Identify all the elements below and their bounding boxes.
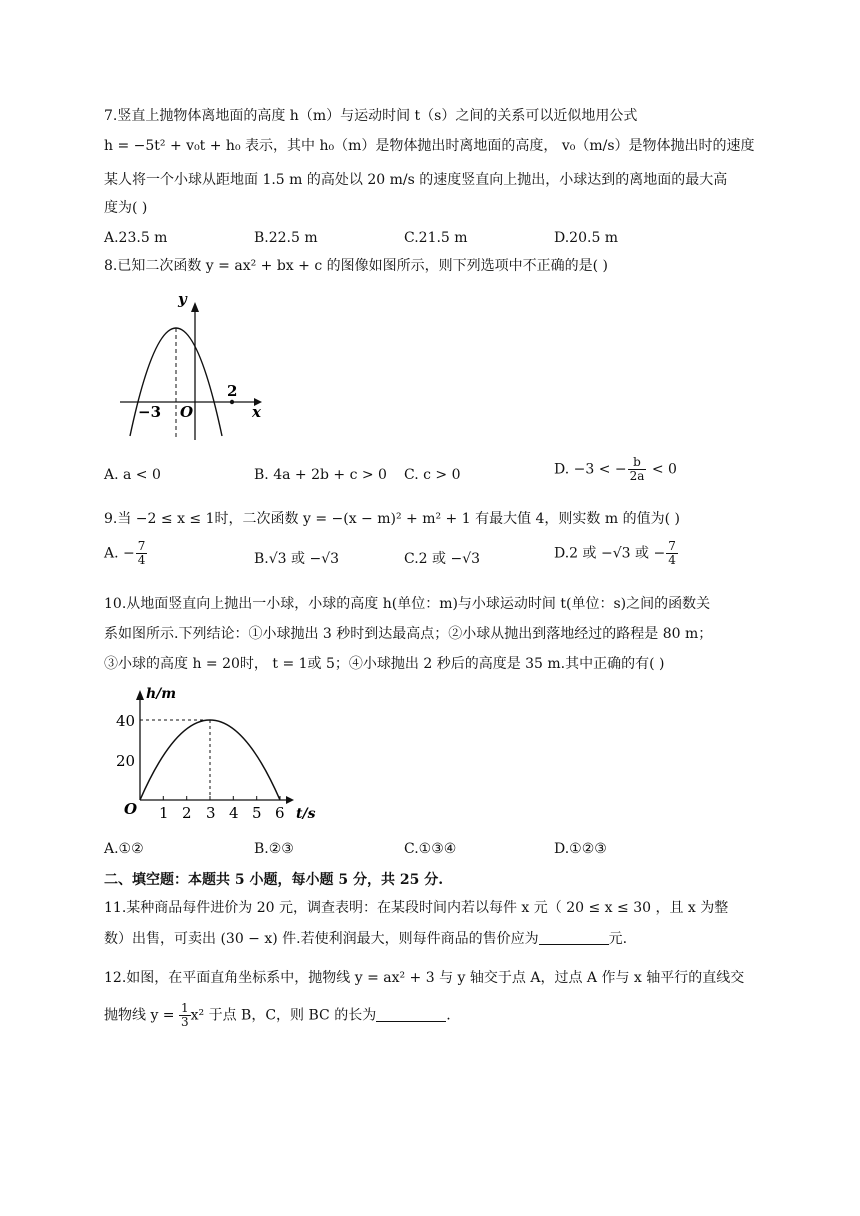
q9-option-a-prefix: A. − xyxy=(104,545,135,562)
q9-option-d-fraction xyxy=(666,540,678,567)
q8-y-arrow-icon xyxy=(191,302,199,312)
q10-t-arrow-icon xyxy=(286,796,294,804)
q11-line2-text: 数）出售，可卖出 (30 − x) 件.若使利润最大，则每件商品的售价应为 xyxy=(104,931,539,947)
q7-option-c: C.21.5 m xyxy=(404,230,468,246)
q8-two-label: 2 xyxy=(227,382,238,400)
q7-option-d: D.20.5 m xyxy=(554,230,619,246)
q8-parabola-graph xyxy=(118,290,278,442)
q9-option-b: B.√3 或 −√3 xyxy=(254,551,340,567)
q12-line2-end: . xyxy=(446,1007,451,1024)
q10-option-a: A.①② xyxy=(104,841,144,857)
q9-option-a-denominator: 4 xyxy=(137,553,146,567)
q10-line2: 系如图所示.下列结论：①小球抛出 3 秒时到达最高点；②小球从抛出到落地经过的路程是 80 m； xyxy=(104,626,713,642)
q10-xtick-6: 6 xyxy=(275,804,285,822)
q10-option-b: B.②③ xyxy=(254,841,294,857)
q8-option-c: C. c > 0 xyxy=(404,467,461,483)
q10-line1: 10.从地面竖直向上抛出一小球，小球的高度 h(单位：m)与小球运动时间 t(单位：s)之间的函数关 xyxy=(104,596,711,612)
q9-option-d-numerator: 7 xyxy=(668,539,676,553)
q8-x-label: x xyxy=(252,403,261,421)
q9-option-a-numerator: 7 xyxy=(137,539,146,553)
q9-option-d-denominator: 4 xyxy=(668,553,676,567)
q7-line4: 度为( ) xyxy=(104,200,148,216)
q9-options xyxy=(104,539,744,572)
q10-h-arrow-icon xyxy=(136,690,144,700)
q8-option-d xyxy=(554,456,677,483)
q7-line1: 7.竖直上抛物体离地面的高度 h（m）与运动时间 t（s）之间的关系可以近似地用公式 xyxy=(104,108,638,124)
q10-t-label: t/s xyxy=(296,806,316,822)
q7-line2: h = −5t² + v₀t + h₀ 表示，其中 h₀（m）是物体抛出时离地面的高度， v₀（m/s）是物体抛出时的速度 xyxy=(104,138,755,154)
q8-option-b: B. 4a + 2b + c > 0 xyxy=(254,467,387,483)
q10-xtick-3: 3 xyxy=(206,804,216,822)
q10-ytick-20: 20 xyxy=(116,752,136,770)
q10-height-time-graph xyxy=(110,684,320,824)
q8-option-d-denominator: 2a xyxy=(629,469,645,483)
q8-option-d-fraction xyxy=(628,456,647,483)
q12-line2-text-a: 抛物线 y = xyxy=(104,1007,179,1024)
q9-option-d xyxy=(554,540,679,567)
q8-y-label: y xyxy=(178,290,187,308)
q10-xtick-5: 5 xyxy=(252,804,262,822)
q8-option-d-suffix: < 0 xyxy=(647,461,677,478)
q10-xtick-1: 1 xyxy=(159,804,169,822)
q9-option-a-fraction xyxy=(136,540,148,567)
q7-option-b: B.22.5 m xyxy=(254,230,318,246)
q12-line2 xyxy=(104,1002,451,1029)
q10-origin-label: O xyxy=(124,800,138,818)
q12-line1: 12.如图，在平面直角坐标系中，抛物线 y = ax² + 3 与 y 轴交于点 A，过点 A 作与 x 轴平行的直线交 xyxy=(104,970,745,986)
q8-neg3-label: −3 xyxy=(138,403,162,421)
q10-option-d: D.①②③ xyxy=(554,841,607,857)
q12-answer-blank[interactable] xyxy=(376,1007,446,1022)
q8-option-d-numerator: b xyxy=(628,456,647,470)
q10-ytick-40: 40 xyxy=(116,712,136,730)
q9-option-a xyxy=(104,540,148,567)
q11-answer-blank[interactable] xyxy=(539,930,609,945)
q8-options xyxy=(104,455,744,488)
q7-line3: 某人将一个小球从距地面 1.5 m 的高处以 20 m/s 的速度竖直向上抛出，小球达到的离地面的最大高 xyxy=(104,172,728,188)
q10-option-c: C.①③④ xyxy=(404,841,457,857)
q12-fraction xyxy=(179,1002,191,1029)
q7-option-a: A.23.5 m xyxy=(104,230,168,246)
q11-line1: 11.某种商品每件进价为 20 元，调查表明：在某段时间内若以每件 x 元（ 20 ≤ x ≤ 30 ，且 x 为整 xyxy=(104,900,729,916)
q9-stem: 9.当 −2 ≤ x ≤ 1时，二次函数 y = −(x − m)² + m² + 1 有最大值 4，则实数 m 的值为( ) xyxy=(104,511,680,527)
q11-line2 xyxy=(104,929,627,949)
q10-options xyxy=(104,838,744,862)
q10-line3: ③小球的高度 h = 20时， t = 1或 5；④小球抛出 2 秒后的高度是 35 m.其中正确的有( ) xyxy=(104,656,665,672)
q8-point-2 xyxy=(230,400,234,404)
q10-xtick-2: 2 xyxy=(182,804,192,822)
q12-fraction-numerator: 1 xyxy=(181,1001,189,1015)
q11-line2-unit: 元. xyxy=(608,931,628,947)
q9-option-d-prefix: D.2 或 −√3 或 − xyxy=(554,545,666,562)
q8-option-d-prefix: D. −3 < − xyxy=(554,461,627,478)
section2-heading: 二、填空题：本题共 5 小题，每小题 5 分，共 25 分. xyxy=(104,872,444,888)
q8-origin-label: O xyxy=(180,403,194,421)
q7-options xyxy=(104,227,744,251)
q8-stem: 8.已知二次函数 y = ax² + bx + c 的图像如图所示，则下列选项中不正确的是( ) xyxy=(104,258,608,274)
q10-h-label: h/m xyxy=(146,686,177,702)
q8-option-a: A. a < 0 xyxy=(104,467,161,483)
q12-line2-text-b: x² 于点 B，C，则 BC 的长为 xyxy=(190,1007,377,1024)
q9-option-c: C.2 或 −√3 xyxy=(404,551,481,567)
q10-xtick-4: 4 xyxy=(229,804,239,822)
q12-fraction-denominator: 3 xyxy=(181,1015,189,1029)
